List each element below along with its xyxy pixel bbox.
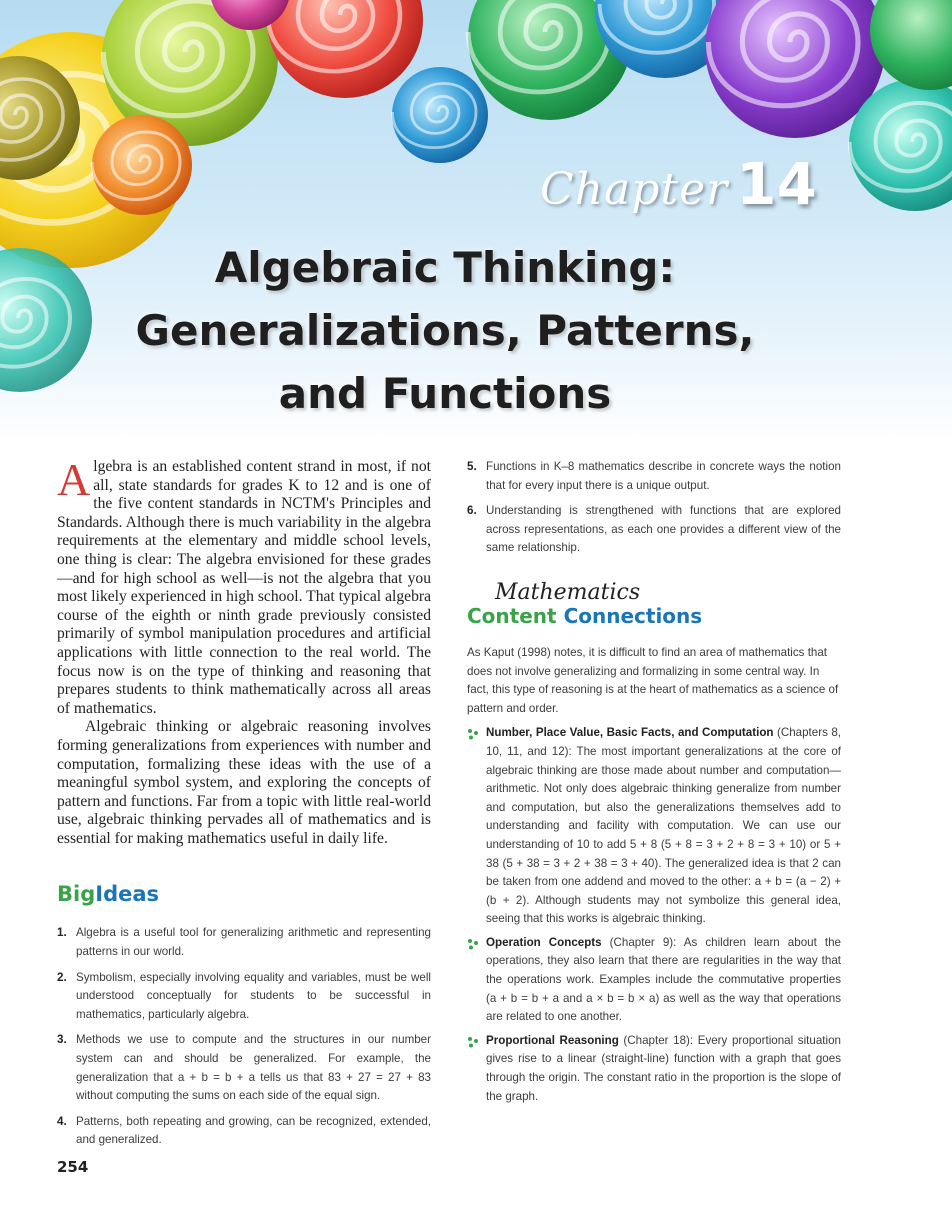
connection-title: Proportional Reasoning	[486, 1033, 619, 1047]
big-idea-text: Functions in K–8 mathematics describe in concrete ways the notion that for every input there is a unique output.	[486, 460, 841, 492]
big-idea-number: 5.	[467, 460, 477, 473]
intro-paragraph-2: Algebraic thinking or algebraic reasoning involves forming generalizations from experiences with number and computation, formalizing these ideas with the use of a meaningful symbol system, and exploring the concepts of pattern and functions. Far from a topic with little real-world use, algebraic thinking pervades all of mathematics and is essential for making mathematics useful in daily life.	[57, 718, 431, 847]
intro-text	[57, 454, 431, 848]
big-idea-number: 6.	[467, 504, 477, 518]
green-right-shell	[870, 0, 952, 90]
big-idea-text: Patterns, both repeating and growing, can be recognized, extended, and generalized.	[76, 1114, 431, 1147]
connection-title: Number, Place Value, Basic Facts, and Computation	[486, 726, 774, 740]
big-ideas-heading-ideas: Ideas	[95, 882, 160, 907]
big-idea-text: Algebra is a useful tool for generalizing arithmetic and representing patterns in our world.	[76, 926, 431, 959]
big-ideas-list-continued	[467, 458, 841, 558]
connection-text: (Chapters 8, 10, 11, and 12): The most important generalizations at the core of algebraic thinking are those made about number and computation—arithmetic. Not only does algebraic thinking generalize from number and computation, but also the generalizations themselves add to understanding and facility with computation. We can use our understanding of 10 to add 5 + 8 (5 + 8 = 3 + 2 + 8 = 3 + 10) or 5 + 38 (5 + 38 = 3 + 2 + 38 = 3 + 40). The generalized idea is that 2 can be taken from one addend and moved to the other: a + b = (a − 2) + (b + 2). Although students may not symbolize this general idea, seeing that this works is algebraic thinking.	[486, 726, 842, 926]
big-idea-text: Symbolism, especially involving equality and variables, must be well understood conceptually for students to be successful in mathematics, particularly algebra.	[76, 970, 431, 1021]
orange-shell	[92, 115, 192, 215]
big-ideas-list	[57, 924, 431, 1150]
intro-paragraph-1	[57, 454, 431, 718]
big-idea-number: 4.	[57, 1114, 67, 1128]
connection-text: (Chapter 9): As children learn about the operations, they also learn that there are regularities in the way that the operations work. Examples include the commutative properties (a + b = b + a and a × b = b × a) as well as the way that operations are related to one another.	[486, 935, 841, 1024]
connection-item	[467, 934, 841, 1027]
dot-cluster-bullet-icon	[467, 938, 479, 950]
content-connections-title	[467, 604, 702, 628]
content-connections-heading	[467, 580, 841, 636]
content-word: Content	[467, 603, 557, 628]
red-shell	[267, 0, 423, 98]
drop-cap: A	[57, 454, 91, 505]
chapter-number: 14	[736, 150, 817, 218]
big-idea-number: 2.	[57, 970, 67, 984]
dot-cluster-bullet-icon	[467, 728, 479, 740]
big-idea-text: Understanding is strengthened with functions that are explored across representations, as each one provides a different view of the same relationship.	[486, 504, 841, 555]
big-ideas-heading	[57, 882, 431, 906]
right-column	[467, 458, 841, 1111]
left-column	[57, 454, 431, 1157]
big-idea-number: 1.	[57, 926, 67, 940]
big-idea-text: Methods we use to compute and the structures in our number system can and should be generalized. For example, the generalization that a + b = b + a tells us that 83 + 27 = 27 + 83 without computing the sums on each side of the equal sign.	[76, 1033, 431, 1103]
teal-left-shell	[0, 248, 92, 392]
chapter-word: Chapter	[540, 164, 729, 215]
connection-item	[467, 1032, 841, 1106]
chapter-banner	[0, 0, 952, 440]
big-idea-item	[57, 1031, 431, 1105]
big-idea-item	[57, 969, 431, 1025]
big-idea-item	[467, 502, 841, 558]
page-number: 254	[57, 1158, 89, 1176]
mathematics-script-label: Mathematics	[495, 579, 641, 605]
connections-word: Connections	[563, 603, 703, 628]
chapter-label	[540, 150, 817, 218]
chapter-title-line: and Functions	[278, 369, 612, 418]
dot-cluster-bullet-icon	[467, 1036, 479, 1048]
big-ideas-heading-big: Big	[57, 882, 96, 907]
intro-paragraph-1-text: lgebra is an established content strand in most, if not all, state standards for grades K to 12 and is one of the five content standards in NCTM's Principles and Standards. Although there is much variability in the algebra requirements at the elementary and middle school levels, one thing is clear: The algebra envisioned for these grades—and for high school as well—is not the algebra that you most likely experienced in high school. That typical algebra course of the eighth or ninth grade previously consisted primarily of symbol manipulation procedures and artificial applications with little connection to the real world. The focus now is on the type of thinking and reasoning that prepares students to think mathematically across all areas of mathematics.	[57, 458, 431, 717]
big-idea-item	[57, 924, 431, 961]
big-idea-item	[57, 1113, 431, 1150]
big-idea-item	[467, 458, 841, 495]
chapter-title	[120, 236, 770, 425]
big-idea-number: 3.	[57, 1033, 67, 1047]
connection-text: (Chapter 18): Every proportional situation gives rise to a linear (straight-line) function with a graph that goes through the origin. The constant ratio in the proportion is the slope of the graph.	[486, 1033, 841, 1103]
connection-title: Operation Concepts	[486, 935, 602, 949]
connections-intro: As Kaput (1998) notes, it is difficult to find an area of mathematics that does not involve generalizing and formalizing in some central way. In fact, this type of reasoning is at the heart of mathematics as a science of pattern and order.	[467, 645, 839, 715]
chapter-title-line: Algebraic Thinking:	[214, 243, 676, 292]
connection-item	[467, 724, 841, 929]
teal-small-shell	[392, 67, 488, 163]
chapter-title-line: Generalizations, Patterns,	[135, 306, 755, 355]
